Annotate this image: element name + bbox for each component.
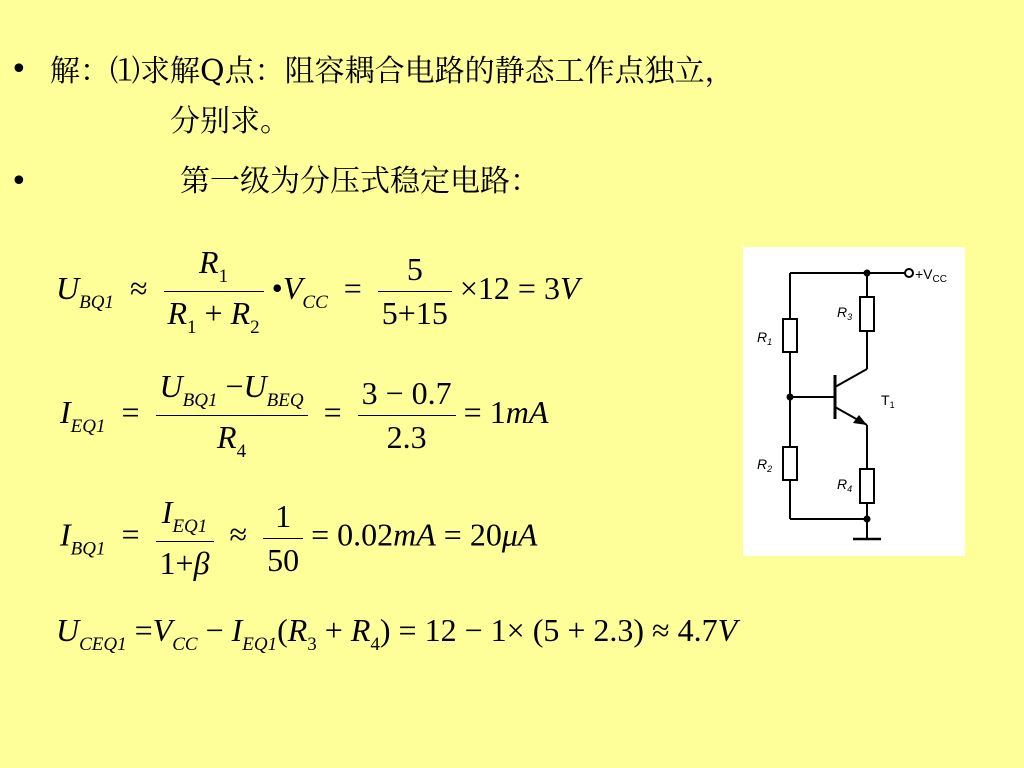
equation-ibq1: $I_{BQ1}$ = $\frac{I_{EQ1}}{1+\beta}$ ≈ $\frac{1}{50}$ = 0.02mA = 20μA <box>60 494 538 581</box>
circuit-diagram <box>743 247 965 556</box>
equation-ubq1: $U_{BQ1}$ ≈ $\frac{R_1}{R_1 + R_2}$ $•V_{CC}$ = $\frac{5}{5+15}$ ×12 = 3V <box>56 244 580 338</box>
resistor-r3 <box>860 297 874 331</box>
r4-label: $R_4$ <box>837 476 853 494</box>
line-2-text: 分别求。 <box>170 104 290 139</box>
resistor-r1 <box>783 319 797 352</box>
equation-uceq1: $U_{CEQ1} =V_{CC} - I_{EQ1}(R_3 + R_4) = 12 - 1\times (5 + 2.3) \approx 4.7V$ <box>56 612 738 655</box>
line-1-text: 解：⑴求解Q点：阻容耦合电路的静态工作点独立， <box>50 54 735 89</box>
r1-label: $R_1$ <box>757 329 773 347</box>
vcc-terminal <box>905 269 913 277</box>
equation-ieq1: $I_{EQ1}$ = $\frac{U_{BQ1} -U_{BEQ}}{R_4}$ = $\frac{3 - 0.7}{2.3}$ = 1mA <box>60 368 549 462</box>
r2-label: $R_2$ <box>757 456 773 474</box>
line-3-text: 第一级为分压式稳定电路： <box>180 164 540 199</box>
t1-label: $T_1$ <box>881 392 895 410</box>
r3-label: $R_3$ <box>837 304 853 322</box>
bullet-1: • <box>10 52 28 87</box>
resistor-r2 <box>783 447 797 480</box>
vcc-label: $+V_{CC}$ <box>915 266 947 285</box>
bullet-2: • <box>10 164 28 199</box>
resistor-r4 <box>860 469 874 503</box>
